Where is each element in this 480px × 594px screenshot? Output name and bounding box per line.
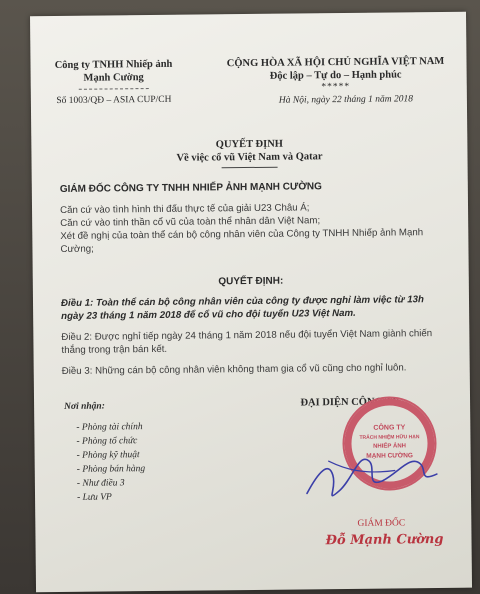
article-3: Điều 3: Những cán bộ công nhân viên không tham gia cổ vũ cũng cho nghỉ luôn. [61,362,407,377]
issuer: GIÁM ĐỐC CÔNG TY TNHH NHIẾP ẢNH MẠNH CƯỜNG [59,181,322,195]
document-number: Số 1003/QĐ – ASIA CUP/CH [56,94,172,107]
decision-document [30,12,472,593]
document-subject: Về việc cổ vũ Việt Nam và Qatar [176,151,323,164]
handwritten-signature [298,430,449,512]
title-underline [222,167,278,169]
header-left-divider [79,88,149,90]
company-name-line2: Mạnh Cường [83,72,144,84]
recipient-item: - Phòng bán hàng [76,464,146,475]
director-name: Đỗ Mạnh Cường [325,531,444,549]
recipient-item: - Như điều 3 [76,478,125,489]
national-motto: Độc lập – Tự do – Hạnh phúc [269,69,402,82]
director-position: GIÁM ĐỐC [357,518,406,529]
company-seal: CÔNG TY TRÁCH NHIỆM HỮU HẠN NHIẾP ẢNH MẠNH CƯỜNG [342,396,437,491]
article-2-line1: Điều 2: Được nghỉ tiếp ngày 24 tháng 1 năm 2018 nếu đội tuyển Việt Nam giành chiến [61,328,433,343]
motto-stars: ***** [321,81,351,93]
recipient-item: - Phòng tổ chức [76,436,138,447]
recipients-label: Nơi nhận: [64,401,105,412]
article-1-line2: ngày 23 tháng 1 năm 2018 để cổ vũ cho đội tuyển U23 Việt Nam. [61,307,356,322]
recipient-item: - Phòng tài chính [76,422,143,433]
recipient-item: - Phòng kỹ thuật [76,450,140,461]
recipient-item: - Lưu VP [77,492,112,503]
republic-title: CỘNG HÒA XÃ HỘI CHỦ NGHĨA VIỆT NAM [226,55,445,70]
basis-3-continued: Cường; [60,243,94,255]
decision-heading: QUYẾT ĐỊNH: [218,275,284,288]
article-1-line1: Điều 1: Toàn thể cán bộ công nhân viên của công ty được nghỉ làm việc từ 13h [60,294,424,309]
basis-1: Căn cứ vào tình hình thi đấu thực tế của giải U23 Châu Á; [59,202,310,216]
company-name-line1: Công ty TNHH Nhiếp ảnh [54,58,173,72]
basis-3: Xét đề nghị của toàn thể cán bộ công nhân viên của Công ty TNHH Nhiếp ảnh Mạnh [60,227,424,242]
article-2-line2: thắng trong trận bán kết. [61,343,168,356]
representative-title: ĐẠI DIỆN CÔNG TY [300,396,400,409]
place-and-date: Hà Nội, ngày 22 tháng 1 năm 2018 [278,94,413,106]
basis-2: Căn cứ vào tinh thần cổ vũ của toàn thể nhân dân Việt Nam; [60,215,321,229]
document-title: QUYẾT ĐỊNH [215,138,284,151]
